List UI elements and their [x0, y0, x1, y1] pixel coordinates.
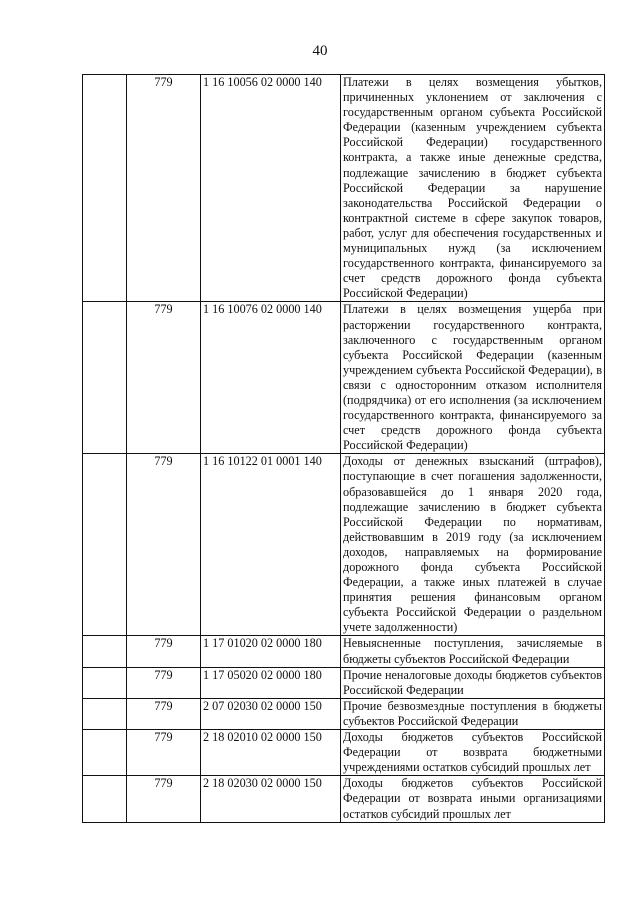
revenue-name-cell: Доходы бюджетов субъектов Российской Федерации от возврата бюджетными учреждениями остатков субсидий прошлых лет: [341, 730, 605, 776]
revenue-codes-table: [82, 74, 605, 823]
budget-classification-code-cell: 1 16 10076 02 0000 140: [201, 302, 341, 454]
budget-classification-code-cell: 2 18 02010 02 0000 150: [201, 730, 341, 776]
budget-classification-code-cell: 2 07 02030 02 0000 150: [201, 698, 341, 729]
admin-code-cell: 779: [127, 636, 201, 667]
empty-cell: [83, 454, 127, 636]
empty-cell: [83, 776, 127, 822]
admin-code-cell: 779: [127, 730, 201, 776]
admin-code-cell: 779: [127, 776, 201, 822]
budget-classification-code-cell: 1 17 01020 02 0000 180: [201, 636, 341, 667]
table-row: [83, 667, 605, 698]
budget-classification-code-cell: 2 18 02030 02 0000 150: [201, 776, 341, 822]
empty-cell: [83, 636, 127, 667]
admin-code-cell: 779: [127, 75, 201, 302]
revenue-name-cell: Доходы от денежных взысканий (штрафов), поступающие в счет погашения задолженности, образовавшейся до 1 января 2020 года, подлежащие зачислению в бюджет субъекта Российской Федерации по нормативам, действовавшим в 2019 году (за исключением доходов, направляемых на формирование дорожного фонда субъекта Российской Федерации, а также иных платежей в случае принятия решения финансовым органом субъекта Российской Федерации о раздельном учете задолженности): [341, 454, 605, 636]
table-row: [83, 698, 605, 729]
table-row: [83, 75, 605, 302]
table-row: [83, 730, 605, 776]
revenue-name-cell: Невыясненные поступления, зачисляемые в бюджеты субъектов Российской Федерации: [341, 636, 605, 667]
revenue-name-cell: Платежи в целях возмещения ущерба при расторжении государственного контракта, заключенного с государственным органом субъекта Российской Федерации (казенным учреждением субъекта Российской Федерации), в связи с односторонним отказом исполнителя (подрядчика) от его исполнения (за исключением государственного контракта, финансируемого за счет средств дорожного фонда субъекта Российской Федерации): [341, 302, 605, 454]
budget-classification-code-cell: 1 16 10122 01 0001 140: [201, 454, 341, 636]
revenue-name-cell: Прочие безвозмездные поступления в бюджеты субъектов Российской Федерации: [341, 698, 605, 729]
revenue-name-cell: Доходы бюджетов субъектов Российской Федерации от возврата иными организациями остатков субсидий прошлых лет: [341, 776, 605, 822]
page-number: 40: [312, 43, 328, 59]
empty-cell: [83, 667, 127, 698]
table-row: [83, 454, 605, 636]
admin-code-cell: 779: [127, 302, 201, 454]
admin-code-cell: 779: [127, 667, 201, 698]
budget-classification-code-cell: 1 16 10056 02 0000 140: [201, 75, 341, 302]
table-row: [83, 776, 605, 822]
empty-cell: [83, 730, 127, 776]
table-row: [83, 636, 605, 667]
revenue-name-cell: Платежи в целях возмещения убытков, причиненных уклонением от заключения с государственным органом субъекта Российской Федерации (казенным учреждением субъекта Российской Федерации) государственного контракта, а также иные денежные средства, подлежащие зачислению в бюджет субъекта Российской Федерации за нарушение законодательства Российской Федерации о контрактной системе в сфере закупок товаров, работ, услуг для обеспечения государственных и муниципальных нужд (за исключением государственного контракта, финансируемого за счет средств дорожного фонда субъекта Российской Федерации): [341, 75, 605, 302]
admin-code-cell: 779: [127, 698, 201, 729]
table-row: [83, 302, 605, 454]
empty-cell: [83, 302, 127, 454]
budget-classification-code-cell: 1 17 05020 02 0000 180: [201, 667, 341, 698]
admin-code-cell: 779: [127, 454, 201, 636]
revenue-name-cell: Прочие неналоговые доходы бюджетов субъектов Российской Федерации: [341, 667, 605, 698]
empty-cell: [83, 75, 127, 302]
empty-cell: [83, 698, 127, 729]
